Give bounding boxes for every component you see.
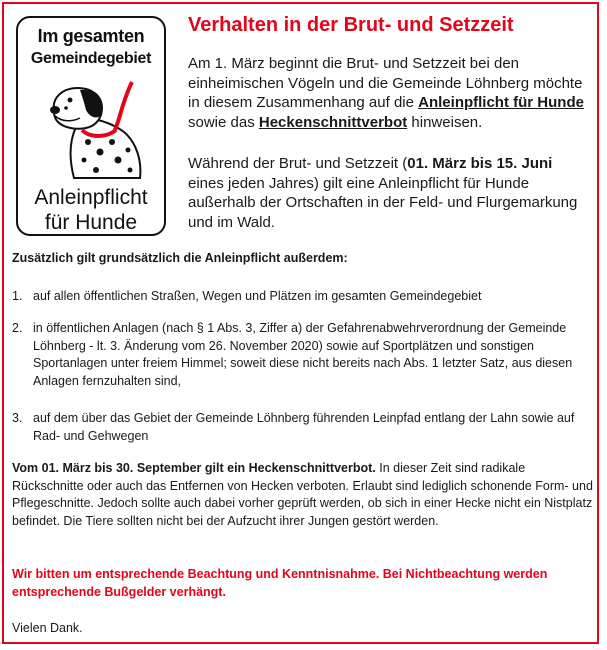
closing-text: Vielen Dank. [12,621,83,635]
list-item [12,320,592,390]
page-title: Verhalten in der Brut- und Setzzeit [188,14,514,36]
period-text-start: Während der Brut- und Setzzeit ( [188,155,408,172]
sign-bottom-line-1: Anleinpflicht [34,186,148,209]
additional-heading: Zusätzlich gilt grundsätzlich die Anleinpflicht außerdem: [12,251,348,265]
dalmatian-dog-icon [40,80,150,180]
intro-text-mid: sowie das [188,113,259,131]
period-paragraph [188,154,592,232]
period-dates: 01. März bis 15. Juni [407,155,553,172]
intro-text-start: Am 1. März beginnt die Brut- und Setzzeit bei den einheimischen Vögeln und die Gemeinde Löhnberg möchte in diesem Zusammenhang auf die [188,55,583,111]
leash-sign [16,16,166,236]
list-text: auf allen öffentlichen Straßen, Wegen und Plätzen im gesamten Gemeindegebiet [33,289,482,303]
list-number: 1. [12,289,23,303]
list-number: 2. [12,321,23,335]
list-item [12,410,592,445]
sign-top-line-2: Gemeindegebiet [30,50,152,67]
intro-paragraph [188,54,592,132]
sign-bottom-line-2: für Hunde [44,211,138,234]
hedge-details: In dieser Zeit sind radikale Rückschnitte oder auch das Entfernen von Hecken verboten. Erlaubt sind lediglich schonende Form- und Pflegeschnitte. Jedoch sollte auch dabei vorher geprüft werden, ob sich in einer Hecke nicht ein Nistplatz befindet. Die Tiere sollten nicht bei der Aufzucht ihrer Jungen gestört werden. [12,461,593,528]
hedge-ban-link[interactable]: Heckenschnittverbot [258,113,408,131]
list-text: auf dem über das Gebiet der Gemeinde Löhnberg führenden Leinpfad entlang der Lahn sowie auf Rad- und Gehwegen [33,411,575,443]
list-text: in öffentlichen Anlagen (nach § 1 Abs. 3, Ziffer a) der Gefahrenabwehrverordnung der Gemeinde Löhnberg - lt. 3. Änderung vom 26. November 2020) sowie auf Sportplätzen und sonstigen Sportanlagen unter freiem Himmel; soweit diese nicht bereits nach Abs. 1 letzter Satz, aus diesen Anlagen fernzuhalten sind, [33,321,573,388]
fine-warning: Wir bitten um entsprechende Beachtung und Kenntnisnahme. Bei Nichtbeachtung werden entsprechende Bußgelder verhängt. [12,567,548,599]
leash-obligation-link[interactable]: Anleinpflicht für Hunde [418,94,584,111]
sign-top-line-1: Im gesamten [37,26,145,46]
list-number: 3. [12,411,23,425]
period-text-end: eines jeden Jahres) gilt eine Anleinpflicht für Hunde außerhalb der Ortschaften in der Feld- und Flurgemarkung und im Wald. [188,174,578,231]
hedge-ban-statement: Vom 01. März bis 30. September gilt ein Heckenschnittverbot. [12,461,376,475]
list-item [12,288,592,306]
hedge-paragraph [12,460,594,530]
intro-text-end: hinweisen. [407,113,483,131]
